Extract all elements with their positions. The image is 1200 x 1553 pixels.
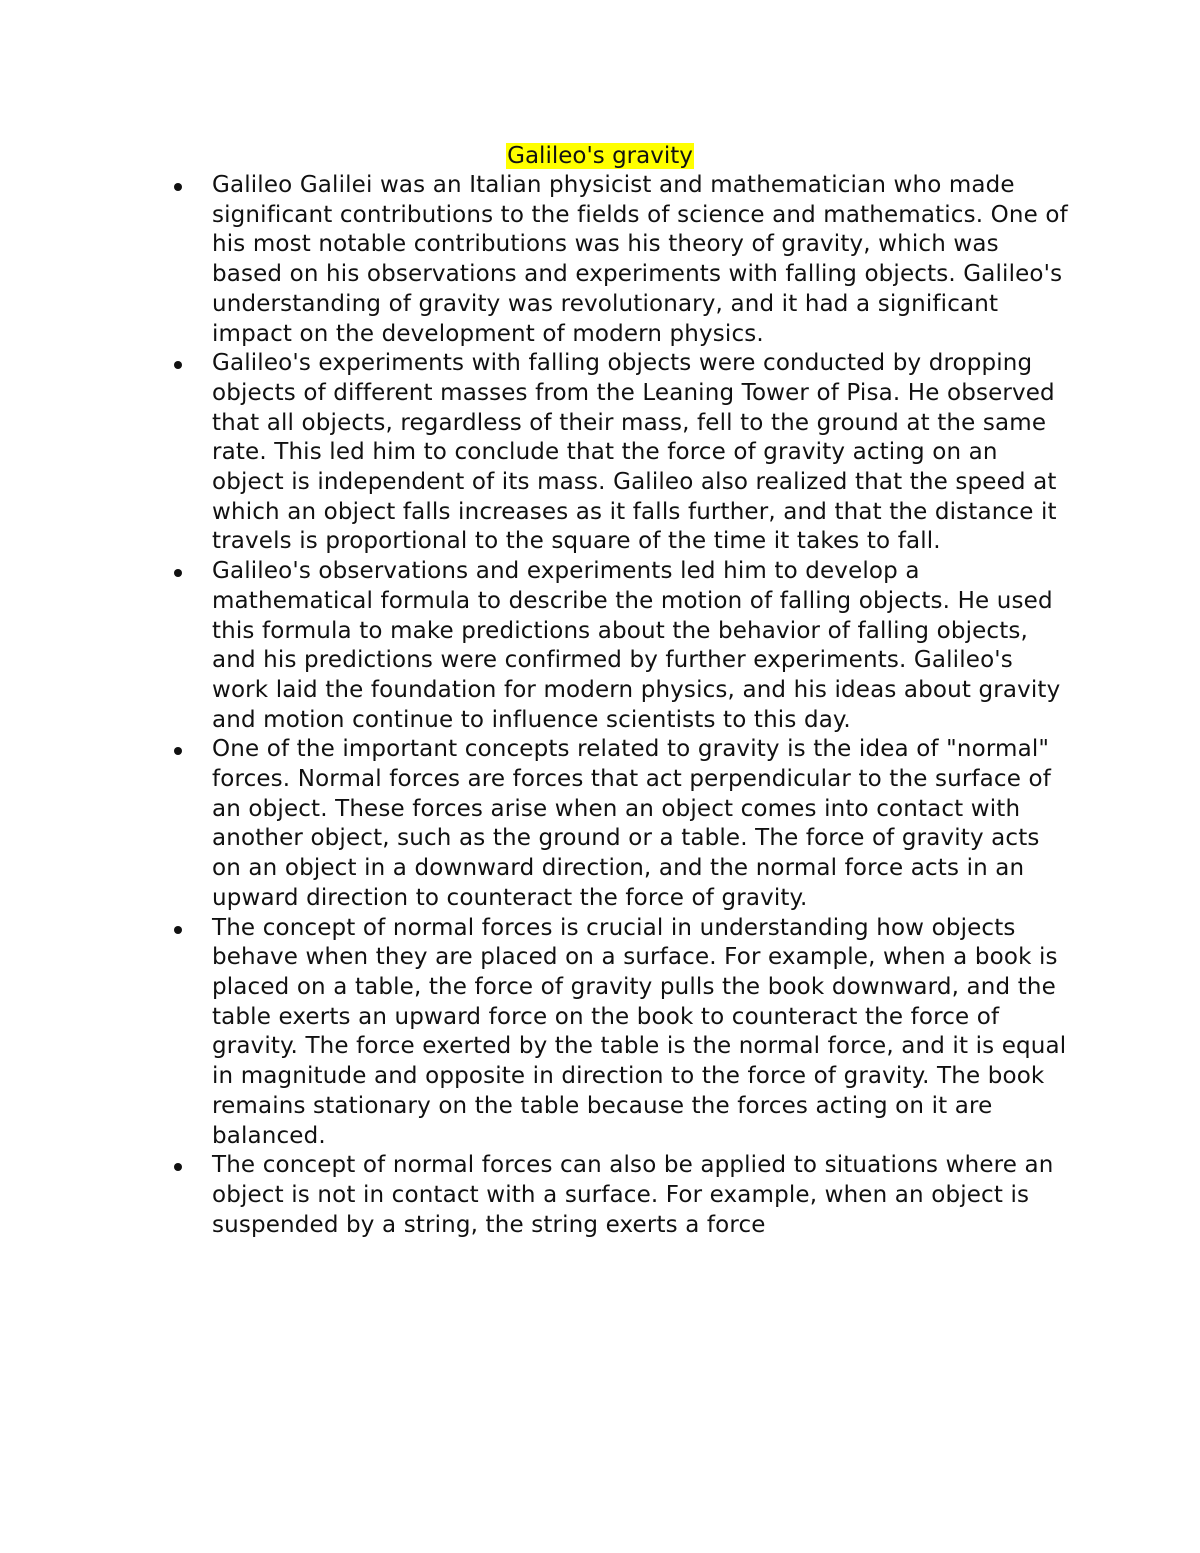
list-item xyxy=(212,1151,1072,1240)
paragraph-text: One of the important concepts related to gravity is the idea of "normal" forces. Normal forces are forces that act perpendicular to the surface of an object. These forces arise when an object comes into contact with another object, such as the ground or a table. The force of gravity acts on an object in a downward direction, and the normal force acts in an upward direction to counteract the force of gravity. xyxy=(212,736,1051,911)
paragraph-text: The concept of normal forces is crucial in understanding how objects behave when they are placed on a surface. For example, when a book is placed on a table, the force of gravity pulls the book downward, and the table exerts an upward force on the book to counteract the force of gravity. The force exerted by the table is the normal force, and it is equal in magnitude and opposite in direction to the force of gravity. The book remains stationary on the table because the forces acting on it are balanced. xyxy=(212,914,1067,1149)
paragraph-text: The concept of normal forces can also be applied to situations where an object is not in contact with a surface. For example, when an object is suspended by a string, the string exerts a force xyxy=(212,1152,1054,1238)
list-item xyxy=(212,349,1072,557)
paragraph-text: Galileo's experiments with falling objects were conducted by dropping objects of different masses from the Leaning Tower of Pisa. He observed that all objects, regardless of their mass, fell to the ground at the same rate. This led him to conclude that the force of gravity acting on an object is independent of its mass. Galileo also realized that the speed at which an object falls increases as it falls further, and that the distance it travels is proportional to the square of the time it takes to fall. xyxy=(212,350,1057,555)
bullet-icon xyxy=(174,569,182,577)
bullet-list xyxy=(212,171,1072,1240)
bullet-icon xyxy=(174,747,182,755)
bullet-icon xyxy=(174,1163,182,1171)
bullet-icon xyxy=(174,183,182,191)
document-title: Galileo's gravity xyxy=(507,143,693,169)
bullet-icon xyxy=(174,926,182,934)
list-item xyxy=(212,557,1072,735)
bullet-icon xyxy=(174,361,182,369)
list-item xyxy=(212,914,1072,1152)
paragraph-text: Galileo's observations and experiments led him to develop a mathematical formula to describe the motion of falling objects. He used this formula to make predictions about the behavior of falling objects, and his predictions were confirmed by further experiments. Galileo's work laid the foundation for modern physics, and his ideas about gravity and motion continue to influence scientists to this day. xyxy=(212,558,1061,733)
list-item xyxy=(212,735,1072,913)
title-line xyxy=(0,140,1200,172)
paragraph-text: Galileo Galilei was an Italian physicist and mathematician who made significant contributions to the fields of science and mathematics. One of his most notable contributions was his theory of gravity, which was based on his observations and experiments with falling objects. Galileo's understanding of gravity was revolutionary, and it had a significant impact on the development of modern physics. xyxy=(212,172,1068,347)
list-item xyxy=(212,171,1072,349)
